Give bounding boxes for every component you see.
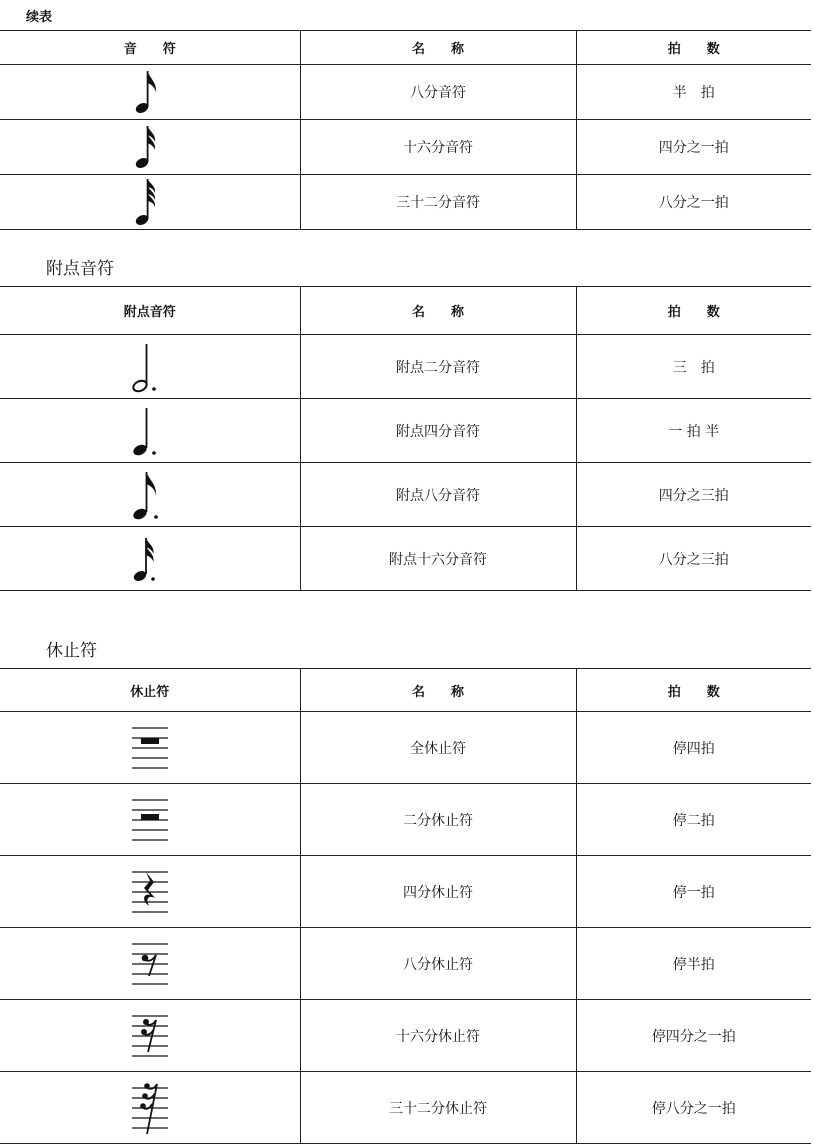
quarter-rest-icon bbox=[130, 864, 170, 920]
beats-cell: 停二拍 bbox=[576, 784, 811, 856]
symbol-cell bbox=[0, 65, 300, 120]
name-cell: 全休止符 bbox=[300, 712, 576, 784]
symbol-cell bbox=[0, 175, 300, 230]
beats-cell: 停一拍 bbox=[576, 856, 811, 928]
table-row bbox=[0, 856, 811, 928]
beats-cell: 一 拍 半 bbox=[576, 399, 811, 463]
section-title-rests: 休止符 bbox=[46, 641, 97, 661]
table-caption: 续表 bbox=[26, 10, 53, 25]
header-beats: 拍 数 bbox=[576, 287, 811, 335]
half-rest-icon bbox=[130, 792, 170, 848]
header-name: 名 称 bbox=[300, 669, 576, 712]
dotted-quarter-note-icon bbox=[128, 402, 172, 460]
table-row bbox=[0, 712, 811, 784]
header-symbol: 休止符 bbox=[0, 669, 300, 712]
table-row bbox=[0, 1000, 811, 1072]
symbol-cell bbox=[0, 399, 300, 463]
symbol-cell bbox=[0, 1072, 300, 1144]
sixteenth-rest-icon bbox=[130, 1008, 170, 1064]
beats-cell: 停四分之一拍 bbox=[576, 1000, 811, 1072]
table-row bbox=[0, 175, 811, 230]
symbol-cell bbox=[0, 335, 300, 399]
beats-cell: 停四拍 bbox=[576, 712, 811, 784]
name-cell: 附点二分音符 bbox=[300, 335, 576, 399]
eighth-note-icon bbox=[130, 67, 170, 117]
name-cell: 附点八分音符 bbox=[300, 463, 576, 527]
beats-cell: 停半拍 bbox=[576, 928, 811, 1000]
thirty-second-note-icon bbox=[130, 176, 170, 228]
table-header-row bbox=[0, 287, 811, 335]
symbol-cell bbox=[0, 784, 300, 856]
table-row bbox=[0, 928, 811, 1000]
symbol-cell bbox=[0, 928, 300, 1000]
dotted-sixteenth-note-icon bbox=[128, 530, 172, 588]
name-cell: 八分音符 bbox=[300, 65, 576, 120]
table-row bbox=[0, 120, 811, 175]
notes-table bbox=[0, 30, 811, 230]
name-cell: 三十二分音符 bbox=[300, 175, 576, 230]
header-symbol: 音 符 bbox=[0, 31, 300, 65]
name-cell: 十六分休止符 bbox=[300, 1000, 576, 1072]
beats-cell: 三 拍 bbox=[576, 335, 811, 399]
eighth-rest-icon bbox=[130, 936, 170, 992]
beats-cell: 四分之一拍 bbox=[576, 120, 811, 175]
rests-table bbox=[0, 668, 811, 1144]
symbol-cell bbox=[0, 120, 300, 175]
name-cell: 四分休止符 bbox=[300, 856, 576, 928]
thirty-second-rest-icon bbox=[130, 1078, 170, 1138]
header-symbol: 附点音符 bbox=[0, 287, 300, 335]
beats-cell: 四分之三拍 bbox=[576, 463, 811, 527]
symbol-cell bbox=[0, 463, 300, 527]
name-cell: 八分休止符 bbox=[300, 928, 576, 1000]
name-cell: 附点十六分音符 bbox=[300, 527, 576, 591]
dotted-notes-table bbox=[0, 286, 811, 591]
name-cell: 附点四分音符 bbox=[300, 399, 576, 463]
table-row bbox=[0, 784, 811, 856]
name-cell: 十六分音符 bbox=[300, 120, 576, 175]
beats-cell: 停八分之一拍 bbox=[576, 1072, 811, 1144]
table-row bbox=[0, 65, 811, 120]
beats-cell: 半 拍 bbox=[576, 65, 811, 120]
dotted-eighth-note-icon bbox=[128, 466, 172, 524]
symbol-cell bbox=[0, 527, 300, 591]
table-header-row bbox=[0, 669, 811, 712]
table-row bbox=[0, 527, 811, 591]
beats-cell: 八分之三拍 bbox=[576, 527, 811, 591]
header-beats: 拍 数 bbox=[576, 31, 811, 65]
symbol-cell bbox=[0, 856, 300, 928]
table-header-row bbox=[0, 31, 811, 65]
name-cell: 二分休止符 bbox=[300, 784, 576, 856]
symbol-cell bbox=[0, 712, 300, 784]
symbol-cell bbox=[0, 1000, 300, 1072]
beats-cell: 八分之一拍 bbox=[576, 175, 811, 230]
header-name: 名 称 bbox=[300, 287, 576, 335]
sixteenth-note-icon bbox=[130, 122, 170, 172]
table-row bbox=[0, 463, 811, 527]
table-row bbox=[0, 399, 811, 463]
dotted-half-note-icon bbox=[128, 338, 172, 396]
header-beats: 拍 数 bbox=[576, 669, 811, 712]
header-name: 名 称 bbox=[300, 31, 576, 65]
whole-rest-icon bbox=[130, 720, 170, 776]
table-row bbox=[0, 335, 811, 399]
name-cell: 三十二分休止符 bbox=[300, 1072, 576, 1144]
section-title-dotted-notes: 附点音符 bbox=[46, 259, 114, 279]
table-row bbox=[0, 1072, 811, 1144]
